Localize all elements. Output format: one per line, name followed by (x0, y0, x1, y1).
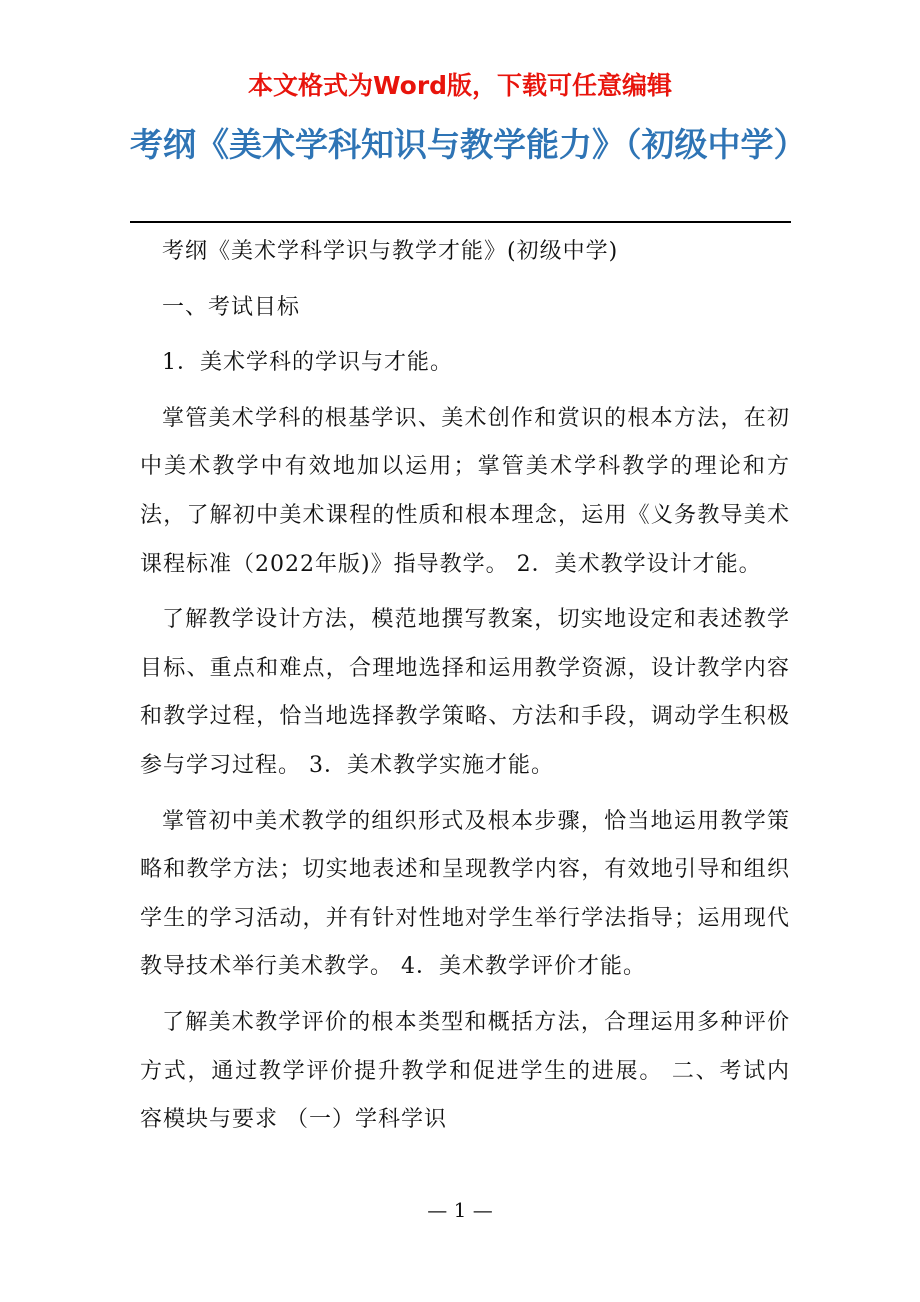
body-paragraph: 掌管初中美术教学的组织形式及根本步骤，恰当地运用教学策略和教学方法；切实地表述和呈现教学内容，有效地引导和组织学生的学习活动，并有针对性地对学生举行学法指导；运用现代教导技术举行美术教学。 4．美术教学评价才能。 (140, 808, 790, 980)
body-paragraph: 了解教学设计方法，模范地撰写教案，切实地设定和表述教学目标、重点和难点，合理地选择和运用教学资源，设计教学内容和教学过程，恰当地选择教学策略、方法和手段，调动学生积极参与学习过程。 3．美术教学实施才能。 (140, 607, 790, 778)
word-format-notice: 本文格式为Word版，下载可任意编辑 (247, 71, 673, 100)
subheading-knowledge-ability: 1．美术学科的学识与才能。 (162, 350, 453, 376)
body-paragraph-heading: 考纲《美术学科学识与教学才能》(初级中学) (162, 239, 619, 264)
page-number: — 1 — (427, 1198, 493, 1222)
section-heading-exam-goals: 一、考试目标 (162, 294, 301, 320)
document-title: 考纲《美术学科知识与教学能力》（初级中学） (130, 125, 807, 164)
document-body (140, 228, 790, 1152)
body-paragraph: 了解美术教学评价的根本类型和概括方法，合理运用多种评价方式，通过教学评价提升教学和促进学生的进展。 二、考试内容模块与要求 （一）学科学识 (140, 1009, 790, 1133)
body-paragraph: 掌管美术学科的根基学识、美术创作和赏识的根本方法，在初中美术教学中有效地加以运用；掌管美术学科教学的理论和方法，了解初中美术课程的性质和根本理念，运用《义务教导美术课程标准（2022年版)》指导教学。 2．美术教学设计才能。 (140, 405, 790, 577)
title-divider (130, 221, 791, 223)
